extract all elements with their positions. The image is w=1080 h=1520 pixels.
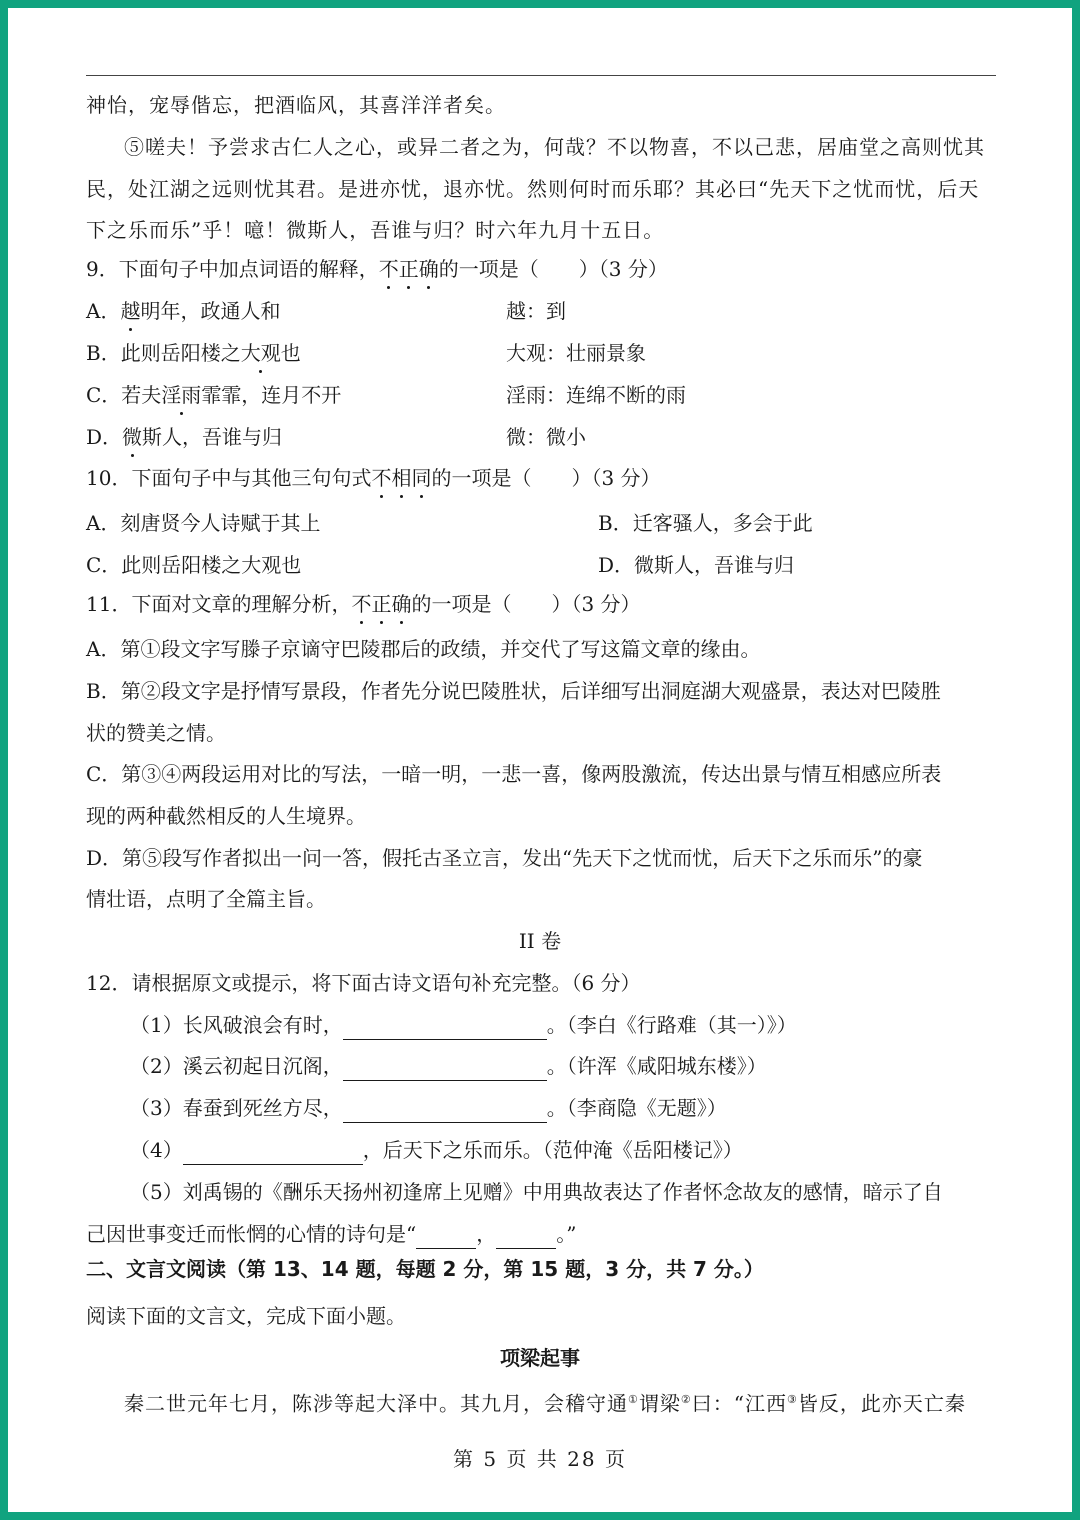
page-number: 第 5 页 共 28 页 [453,1447,627,1471]
answer-blank[interactable] [183,1142,363,1165]
question-12-item: （2）溪云初起日沉阁， 。（许浑《咸阳城东楼》） [130,1051,998,1081]
passage-line: 民，处江湖之远则忧其君。是进亦忧，退亦忧。然则何时而乐耶？其必曰“先天下之忧而忧，后天 [86,177,980,201]
question-11-option: C．第③④两段运用对比的写法，一暗一明，一悲一喜，像两股激流，传达出景与情互相感应所表 [86,762,942,786]
footnote-marker: ② [680,1393,692,1406]
emphasized-char: 确 [391,589,411,619]
answer-blank[interactable] [343,1017,547,1040]
dotted-word: 淫雨 [161,380,201,410]
question-12-item: （1）长风破浪会有时， 。（李白《行路难（其一）》） [130,1010,998,1040]
question-9-stem: 9．下面句子中加点词语的解释，不正确的一项是（ ）（3 分） [86,254,998,284]
dotted-word: 越 [120,296,140,326]
question-12-item: （5）刘禹锡的《酬乐天扬州初逢席上见赠》中用典故表达了作者怀念故友的感情，暗示了自 [130,1180,943,1204]
dotted-text [351,592,411,616]
footnote-marker: ③ [786,1393,798,1406]
question-12-item-cont: 己因世事变迁而怅惘的心情的诗句是“ ， 。” [86,1219,998,1249]
question-11-option: B．第②段文字是抒情写景段，作者先分说巴陵胜状，后详细写出洞庭湖大观盛景，表达对巴陵胜 [86,679,941,703]
emphasized-char: 同 [411,463,431,493]
dotted-text [371,466,431,490]
emphasized-char: 确 [419,254,439,284]
answer-blank[interactable] [343,1100,547,1123]
question-10-stem: 10．下面句子中与其他三句句式不相同的一项是（ ）（3 分） [86,463,998,493]
question-9-option: A．越明年，政通人和 越：到 [86,296,998,326]
emphasized-char: 不 [371,463,391,493]
question-10-option-row: C．此则岳阳楼之大观也 D．微斯人，吾谁与归 [86,553,795,577]
passage-line: 下之乐而乐”乎！噫！微斯人，吾谁与归？时六年九月十五日。 [86,218,665,242]
question-12-stem: 12．请根据原文或提示，将下面古诗文语句补充完整。（6 分） [86,971,641,995]
emphasized-char: 不 [351,589,371,619]
passage-line: ⑤嗟夫！予尝求古仁人之心，或异二者之为，何哉？不以物喜，不以己悲，居庙堂之高则忧其 [124,135,985,159]
question-9-option: D．微斯人，吾谁与归 微：微小 [86,422,998,452]
question-9-option: B．此则岳阳楼之大观也 大观：壮丽景象 [86,338,998,368]
question-11-option-cont: 情壮语，点明了全篇主旨。 [86,887,326,911]
emphasized-char: 正 [371,589,391,619]
emphasized-char: 相 [391,463,411,493]
instruction-text: 阅读下面的文言文，完成下面小题。 [86,1304,406,1328]
dotted-word: 大观 [241,338,281,368]
passage-line: 神怡，宠辱偕忘，把酒临风，其喜洋洋者矣。 [86,93,506,117]
header-rule [86,75,996,76]
answer-blank[interactable] [496,1226,556,1249]
question-12-item: （3）春蚕到死丝方尽， 。（李商隐《无题》） [130,1093,998,1123]
emphasized-char: 不 [379,254,399,284]
question-11-option: A．第①段文字写滕子京谪守巴陵郡后的政绩，并交代了写这篇文章的缘由。 [86,637,761,661]
passage-line: 秦二世元年七月，陈涉等起大泽中。其九月，会稽守通①谓梁②曰：“江西③皆反，此亦天亡秦 [124,1391,966,1416]
question-9-option: C．若夫淫雨霏霏，连月不开 淫雨：连绵不断的雨 [86,380,998,410]
answer-blank[interactable] [343,1058,547,1081]
dotted-word: 微 [122,422,142,452]
question-11-option: D．第⑤段写作者拟出一问一答，假托古圣立言，发出“先天下之忧而忧，后天下之乐而乐”的豪 [86,846,923,870]
passage-title: 项梁起事 [500,1346,580,1370]
section-heading: 二、文言文阅读（第 13、14 题，每题 2 分，第 15 题，3 分，共 7 分。） [86,1257,764,1281]
answer-blank[interactable] [416,1226,476,1249]
question-12-item: （4） ，后天下之乐而乐。（范仲淹《岳阳楼记》） [130,1135,998,1165]
dotted-text [379,257,439,281]
question-11-option-cont: 状的赞美之情。 [86,721,226,745]
section-title: II 卷 [518,929,562,953]
question-10-option-row: A．刻唐贤今人诗赋于其上 B．迁客骚人，多会于此 [86,511,813,535]
question-11-option-cont: 现的两种截然相反的人生境界。 [86,804,366,828]
footnote-marker: ① [628,1393,639,1406]
question-11-stem: 11．下面对文章的理解分析，不正确的一项是（ ）（3 分） [86,589,998,619]
emphasized-char: 正 [399,254,419,284]
